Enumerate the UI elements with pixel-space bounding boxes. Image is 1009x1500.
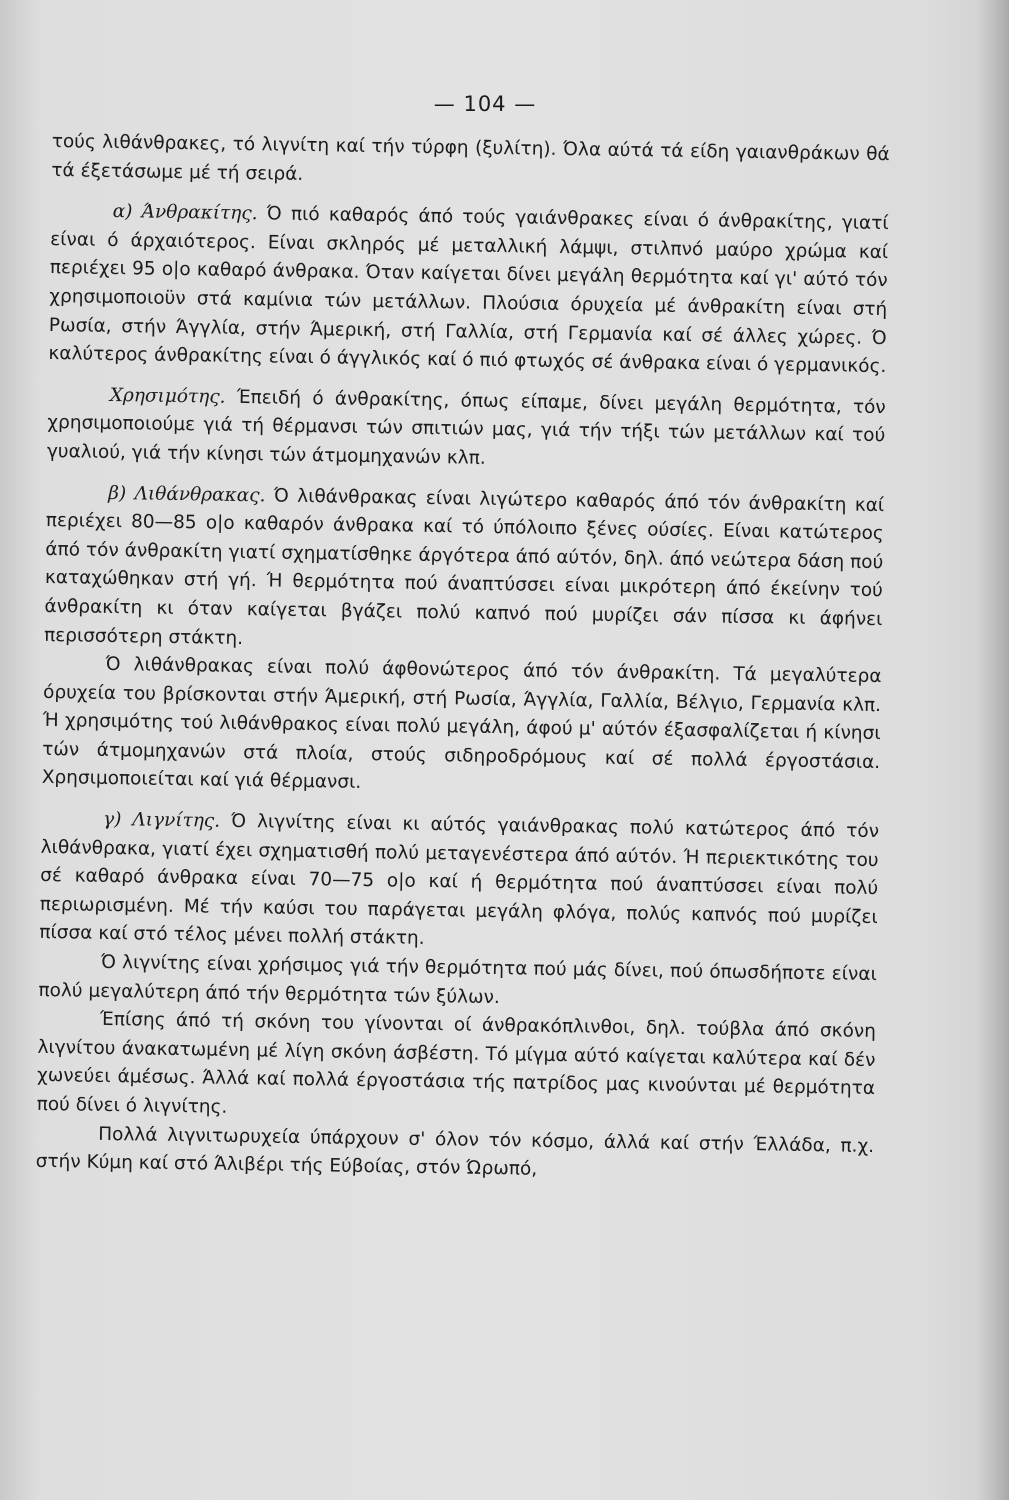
lignite-paragraph-4: Πολλά λιγνιτωρυχεία ύπάρχουν σ' όλον τόν κόσμο, άλλά καί στήν Έλλάδα, π.χ. στήν Κύμη καί στό Άλιβέρι τής Εύβοίας, στόν Ώρωπό, bbox=[35, 1123, 875, 1180]
bituminous-paragraph-2: Ό λιθάνθρακας είναι πολύ άφθονώτερος άπό τόν άνθρακίτη. Τά μεγαλύτερα όρυχεία του βρίσκονται στήν Άμερική, στή Ρωσία, Άγγλία, Γαλλία, Βέλγιο, Γερμανία κλπ. Ή χρησιμότης τού λιθάνθρακος είναι πολύ μεγάλη, άφού μ' αύτόν έξασφαλίζεται ή κίνησι τών άτμομηχανών στά πλοία, στούς σιδηροδρόμους καί σέ πολλά έργοστάσια. Χρησιμοποιείται καί γιά θέρμανσι. bbox=[41, 654, 882, 794]
lignite-heading: γ) Λιγνίτης. bbox=[102, 808, 221, 832]
anthracite-text: Ό πιό καθαρός άπό τούς γαιάνθρακες είναι ό άνθρακίτης, γιατί είναι ό άρχαιότερος. Είναι σκληρός μέ μεταλλική λάμψι, στιλπνό μαύρο χρώμα καί περιέχει 95 ο|ο καθαρό άνθρακα. Όταν καίγεται δίνει μεγάλη θερμότητα καί γι' αύτό τόν χρησιμοποιοϋν στά καμίνια τών μετάλλων. Πλούσια όρυχεία μέ άνθρακίτη είναι στή Ρωσία, στήν Άγγλία, στήν Άμερική, στή Γαλλία, στή Γερμανία καί σέ άλλες χώρες. Ό καλύτερος άνθρακίτης είναι ό άγγλικός καί ό πιό φτωχός σέ άνθρακα είναι ό γερμανικός. bbox=[48, 203, 889, 378]
bituminous-paragraph bbox=[44, 478, 885, 663]
lignite-paragraph-3: Έπίσης άπό τή σκόνη του γίνονται οί άνθρακόπλινθοι, δηλ. τούβλα άπό σκόνη λιγνίτου άνακατωμένη μέ λίγη σκόνη άσβέστη. Τό μίγμα αύτό καίγεται καλύτερα καί δέν χωνεύει άμέσως. Άλλά καί πολλά έργοστάσια τής πατρίδος μας κινούνται μέ θερμότητα πού δίνει ό λιγνίτης. bbox=[36, 1009, 877, 1118]
page-number: — 104 — bbox=[433, 92, 537, 116]
bituminous-heading: β) Λιθάνθρακας. bbox=[108, 482, 266, 506]
usefulness-heading: Χρησιμότης. bbox=[109, 384, 226, 408]
intro-paragraph: τούς λιθάνθρακες, τό λιγνίτη καί τήν τύρφη (ξυλίτη). Όλα αύτά τά είδη γαιανθράκων θά τά έξετάσωμε μέ τή σειρά. bbox=[51, 130, 890, 185]
lignite-text: Ό λιγνίτης είναι κι αύτός γαιάνθρακας πολύ κατώτερος άπό τόν λιθάνθρακα, γιατί έχει σχηματισθή πολύ μεταγενέστερα άπό αύτόν. Ή περιεκτικότης του σέ καθαρό άνθρακα είναι 70—75 ο|ο καί ή θερμότητα πού άναπτύσσει είναι πολύ περιωρισμένη. Μέ τήν καύσι του παράγεται μεγάλη φλόγα, πολύς καπνός πού μυρίζει πίσσα καί στό τέλος μένει πολλή στάκτη. bbox=[39, 810, 880, 950]
anthracite-heading: α) Άνθρακίτης. bbox=[112, 201, 258, 225]
anthracite-paragraph bbox=[48, 197, 889, 382]
usefulness-paragraph bbox=[47, 381, 886, 480]
lignite-paragraph bbox=[39, 805, 879, 961]
usefulness-text: Έπειδή ό άνθρακίτης, όπως είπαμε, δίνει μεγάλη θερμότητα, τόν χρησιμοποιούμε γιά τή θέρμανσι τών σπιτιών μας, γιά τήν τήξι τών μετάλλων καί τού γυαλιού, γιά τήν κίνησι τών άτμομηχανών κλπ. bbox=[46, 386, 886, 469]
lignite-paragraph-2: Ό λιγνίτης είναι χρήσιμος γιά τήν θερμότητα πού μάς δίνει, πού όπωσδήποτε είναι πολύ μεγαλύτερη άπό τήν θερμότητα τών ξύλων. bbox=[38, 951, 877, 1008]
bituminous-text: Ό λιθάνθρακας είναι λιγώτερο καθαρός άπό τόν άνθρακίτη καί περιέχει 80—85 ο|ο καθαρόν άνθρακα καί τό ύπόλοιπο ξένες ούσίες. Είναι κατώτερος άπό τόν άνθρακίτη γιατί σχηματίσθηκε άργότερα άπό αύτόν, δηλ. άπό νεώτερα δάση πού καταχώθηκαν στή γή. Ή θερμότητα πού άναπτύσσει είναι μικρότερη άπό έκείνην τού άνθρακίτη κι όταν καίγεται βγάζει πολύ καπνό πού μυρίζει σάν πίσσα κι άφήνει περισσότερη στάκτη. bbox=[43, 485, 885, 649]
page-edge-shadow bbox=[975, 0, 1009, 1500]
page-body bbox=[36, 128, 890, 1190]
